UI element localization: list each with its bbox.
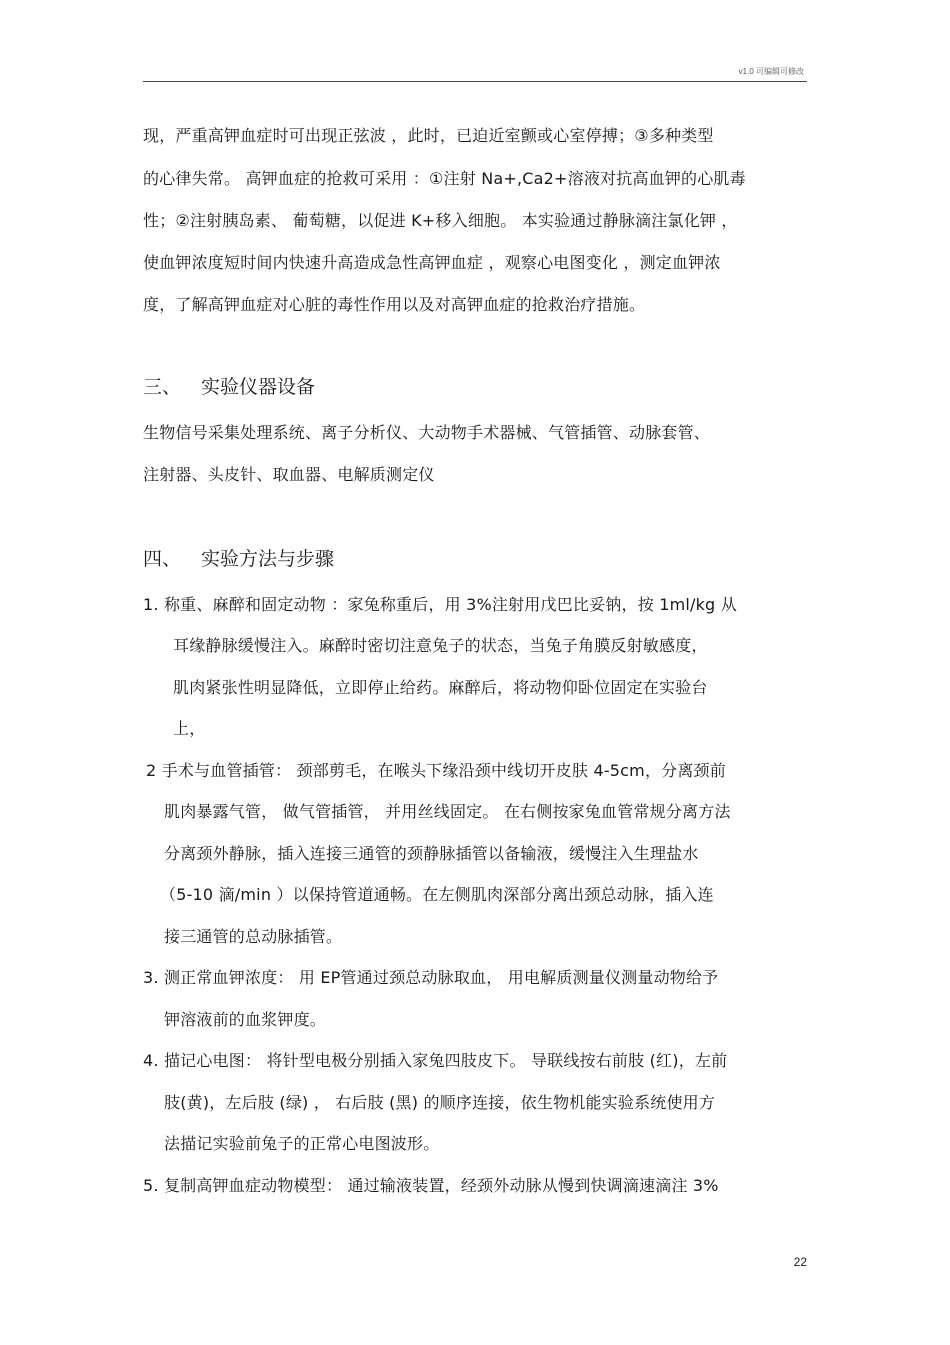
step-1-line: 上， [173,719,206,738]
section-number: 四、 [143,548,182,570]
section-title: 实验仪器设备 [201,376,316,398]
step-1-line: 1. 称重、麻醉和固定动物 ：家兔称重后，用 3%注射用戊巴比妥钠，按 1ml/kg 从 [143,595,737,614]
step-2-line: 分离颈外静脉，插入连接三通管的颈静脉插管以备输液，缓慢注入生理盐水 [164,844,699,863]
paragraph-line: 现，严重高钾血症时可出现正弦波 ，此时，已迫近室颤或心室停搏；③多种类型 [143,126,714,145]
step-2-line: 肌肉暴露气管， 做气管插管， 并用丝线固定。 在右侧按家兔血管常规分离方法 [164,802,731,821]
page-number: 22 [793,1255,807,1269]
paragraph-line: 度，了解高钾血症对心脏的毒性作用以及对高钾血症的抢救治疗措施。 [143,295,646,314]
step-3-line: 钾溶液前的血浆钾度。 [164,1010,327,1029]
step-3-line: 3. 测正常血钾浓度： 用 EP管通过颈总动脉取血， 用电解质测量仪测量动物给予 [143,968,719,987]
header-version-note: v1.0 可编辑可修改 [738,67,804,76]
step-4-line: 4. 描记心电图： 将针型电极分别插入家兔四肢皮下。 导联线按右前肢 (红)，左前 [143,1051,728,1070]
paragraph-line: 使血钾浓度短时间内快速升高造成急性高钾血症 ，观察心电图变化 ，测定血钾浓 [143,253,721,272]
step-4-line: 肢(黄)，左后肢 (绿) ， 右后肢 (黑) 的顺序连接，依生物机能实验系统使用方 [164,1093,716,1112]
step-2-line: 接三通管的总动脉插管。 [164,927,343,946]
step-1-line: 耳缘静脉缓慢注入。麻醉时密切注意兔子的状态，当兔子角膜反射敏感度， [173,636,708,655]
step-4-line: 法描记实验前兔子的正常心电图波形。 [164,1134,440,1153]
paragraph-line: 性；②注射胰岛素、 葡萄糖，以促进 K+移入细胞。 本实验通过静脉滴注氯化钾 ， [143,211,738,230]
equipment-line: 生物信号采集处理系统、离子分析仪、大动物手术器械、气管插管、动脉套管、 [143,423,711,442]
step-1-line: 肌肉紧张性明显降低，立即停止给药。麻醉后，将动物仰卧位固定在实验台 [173,678,708,697]
header-rule [143,81,807,82]
section-number: 三、 [143,376,182,398]
equipment-line: 注射器、头皮针、取血器、电解质测定仪 [143,465,435,484]
section-heading-equipment [143,375,315,399]
step-5-line: 5. 复制高钾血症动物模型： 通过输液装置，经颈外动脉从慢到快调滴速滴注 3% [143,1176,719,1195]
section-title: 实验方法与步骤 [201,548,335,570]
step-2-line: 2 手术与血管插管： 颈部剪毛，在喉头下缘沿颈中线切开皮肤 4-5cm，分离颈前 [146,761,726,780]
step-2-line: （5-10 滴/min ）以保持管道通畅。在左侧肌肉深部分离出颈总动脉，插入连 [160,885,714,904]
section-heading-methods [143,547,334,571]
paragraph-line: 的心律失常。 高钾血症的抢救可采用 ：①注射 Na+,Ca2+溶液对抗高血钾的心肌毒 [143,169,746,188]
